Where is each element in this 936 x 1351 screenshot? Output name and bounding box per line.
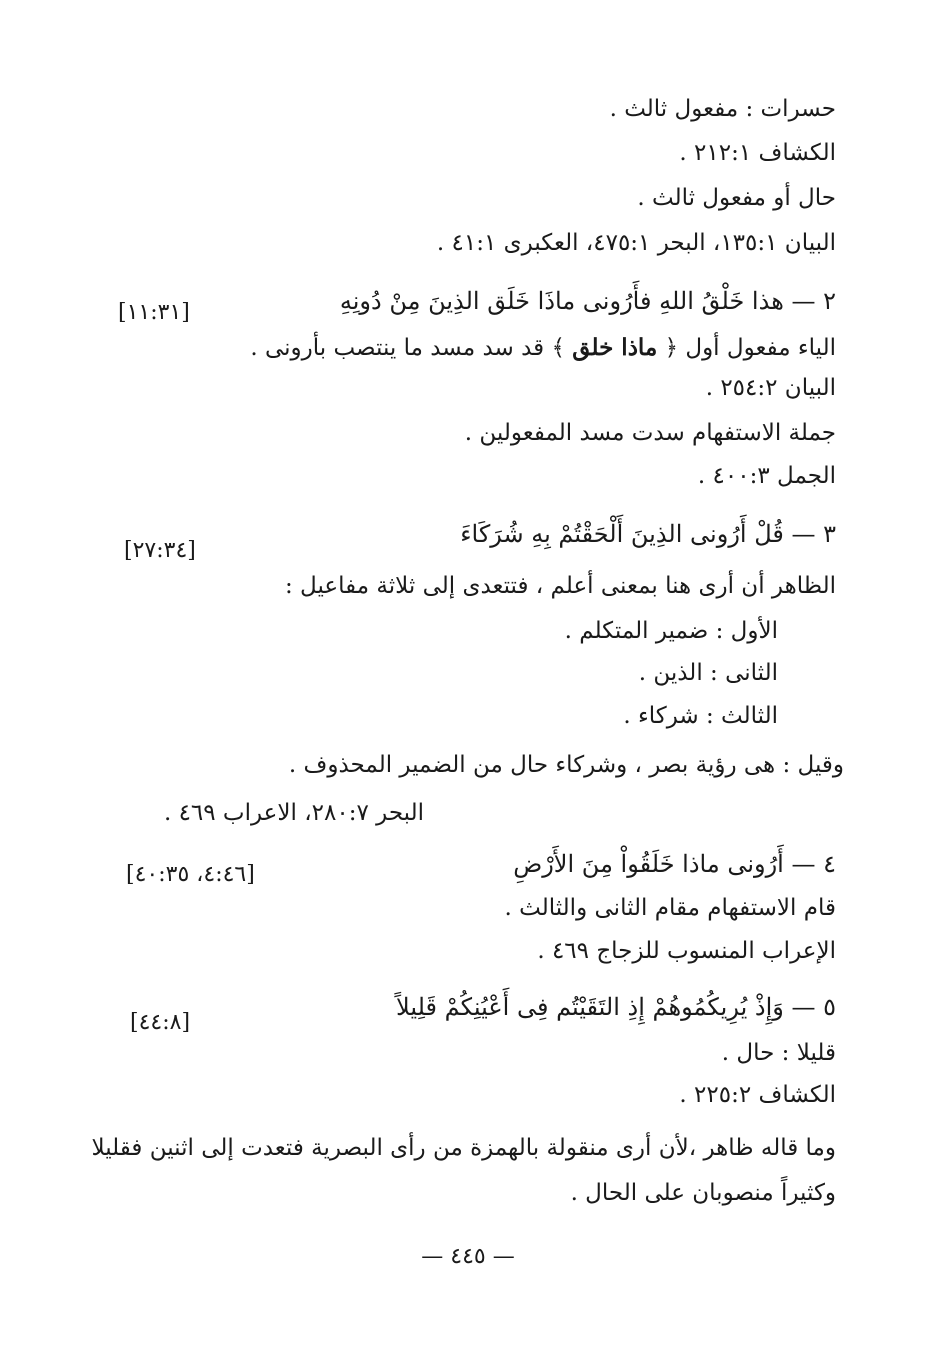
- text-line: حال أو مفعول ثالث .: [637, 185, 836, 211]
- text-line: قام الاستفهام مقام الثانى والثالث .: [504, 895, 836, 921]
- text-line: حسرات : مفعول ثالث .: [609, 96, 836, 122]
- reference-line: الجمل ٤٠٠:٣ .: [697, 463, 836, 489]
- reference-line: الكشاف ٢١٢:١ .: [679, 140, 836, 166]
- quran-verse-5: ٥ — وَإِذْ يُرِيكُمُوهُمْ إِذِ التَقَيْتُم فِى أَعْيُنِكُمْ قَلِيلاً: [396, 993, 836, 1021]
- quran-verse-3: ٣ — قُلْ أَرُونى الذِينَ أَلْحَقْتُمْ بِهِ شُرَكَاءَ: [460, 520, 836, 548]
- text-line: وقيل : هى رؤية بصر ، وشركاء حال من الضمير المحذوف .: [288, 752, 844, 778]
- reference-line: البيان ٢٥٤:٢ .: [705, 375, 836, 401]
- text-line: وكثيراً منصوبان على الحال .: [570, 1180, 836, 1206]
- text-segment: الياء مفعول أول ﴿: [664, 335, 836, 361]
- verse-4-citation: [٤:٤٦، ٤٠:٣٥]: [126, 862, 255, 887]
- text-line: الظاهر أن أرى هنا بمعنى أعلم ، فتتعدى إلى ثلاثة مفاعيل :: [284, 573, 836, 599]
- reference-line: الكشاف ٢٢٥:٢ .: [679, 1082, 836, 1108]
- reference-line: البيان ١٣٥:١، البحر ٤٧٥:١، العكبرى ٤١:١ .: [436, 230, 836, 256]
- page-number: — ٤٤٥ —: [421, 1244, 515, 1269]
- text-line: جملة الاستفهام سدت مسد المفعولين .: [464, 420, 836, 446]
- text-segment: ﴾ قد سد مسد ما ينتصب بأرونى .: [250, 335, 565, 361]
- list-item: الأول : ضمير المتكلم .: [564, 618, 778, 644]
- reference-line: البحر ٢٨٠:٧، الاعراب ٤٦٩ .: [163, 800, 424, 826]
- verse-2-citation: [١١:٣١]: [118, 300, 190, 325]
- text-line: [250, 334, 836, 363]
- quran-verse-2: ٢ — هذا خَلْقُ اللهِ فأَرُونى ماذَا خَلَق الذِينَ مِنْ دُونِهِ: [339, 287, 836, 315]
- text-line: وما قاله ظاهر ،لأن أرى منقولة بالهمزة من رأى البصرية فتعدت إلى اثنين فقليلا: [91, 1135, 836, 1161]
- text-line: قليلا : حال .: [721, 1040, 836, 1066]
- reference-line: الإعراب المنسوب للزجاج ٤٦٩ .: [537, 938, 836, 964]
- verse-3-citation: [٢٧:٣٤]: [124, 538, 196, 563]
- list-item: الثانى : الذين .: [638, 660, 778, 686]
- list-item: الثالث : شركاء .: [623, 703, 778, 729]
- quoted-phrase: ماذا خلق: [572, 334, 658, 361]
- quran-verse-4: ٤ — أَرُونى ماذا خَلَقُواْ مِنَ الأَرْضِ: [513, 850, 836, 878]
- verse-5-citation: [٤٤:٨]: [130, 1010, 191, 1035]
